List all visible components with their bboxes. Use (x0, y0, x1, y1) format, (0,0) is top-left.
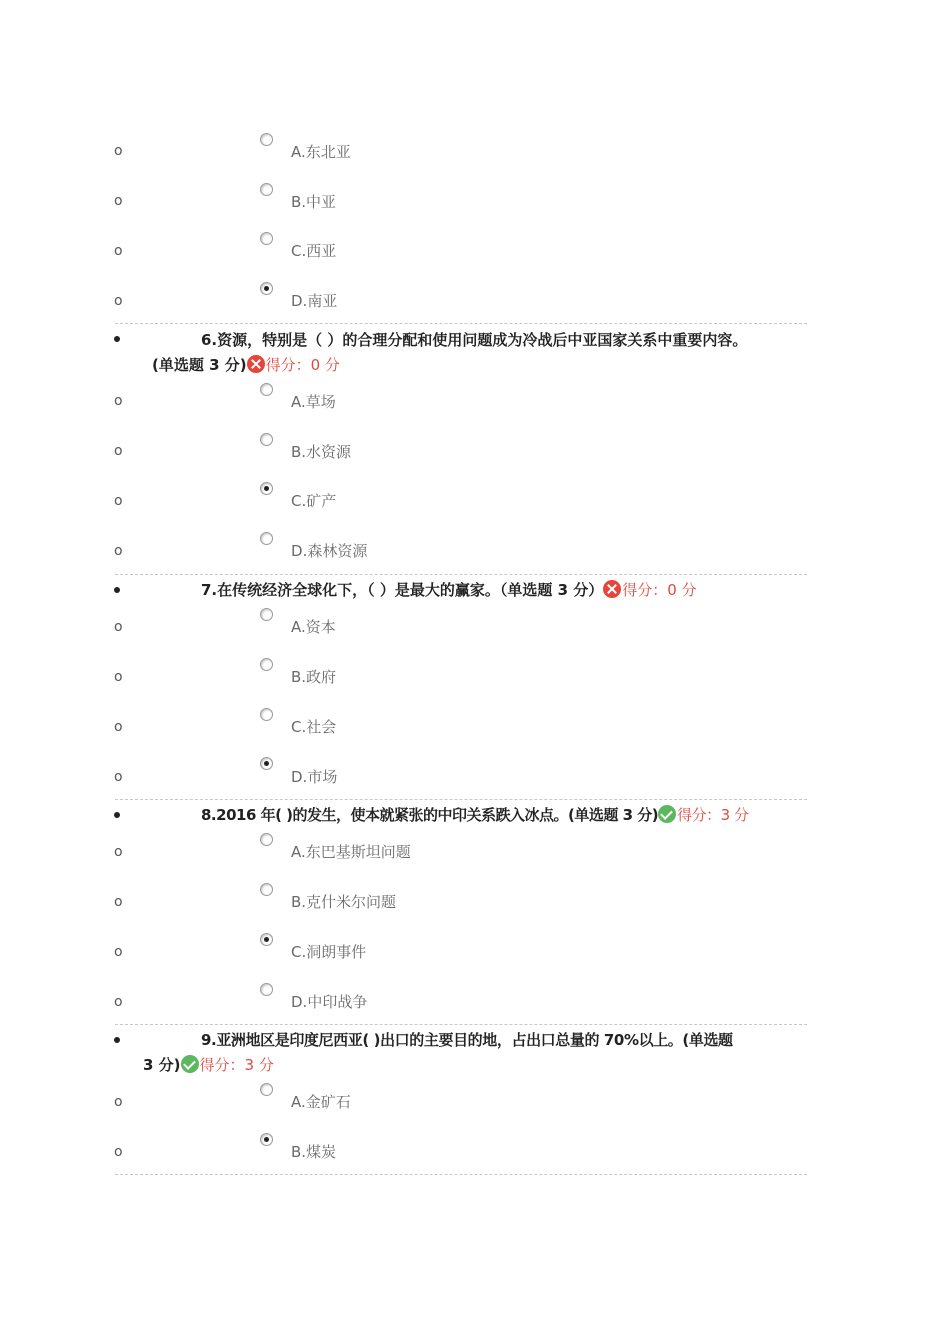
option-bullet: o (114, 543, 123, 559)
wrong-icon (247, 355, 265, 373)
question-score-line (152, 354, 340, 375)
radio-q5-d[interactable] (260, 282, 273, 295)
option-label: C.矿产 (291, 492, 337, 510)
option-label: A.草场 (291, 393, 336, 411)
radio-q5-c[interactable] (260, 232, 273, 245)
question-bullet (114, 587, 120, 593)
question-text: 8.2016 年( )的发生，使本就紧张的中印关系跌入冰点。(单选题 3 分) (201, 806, 659, 824)
question-type: 3 分) (143, 1056, 181, 1074)
radio-q5-b[interactable] (260, 183, 273, 196)
option-label: D.森林资源 (291, 542, 368, 560)
option-label: D.市场 (291, 768, 338, 786)
radio-q7-c[interactable] (260, 708, 273, 721)
option-bullet: o (114, 1144, 123, 1160)
score-text: 得分：3 分 (677, 806, 749, 824)
option-bullet: o (114, 944, 123, 960)
option-bullet: o (114, 293, 123, 309)
radio-q7-b[interactable] (260, 658, 273, 671)
option-bullet: o (114, 894, 123, 910)
question-divider (115, 1024, 807, 1025)
score-text: 得分：3 分 (199, 1056, 274, 1074)
option-label: B.水资源 (291, 443, 352, 461)
radio-q7-a[interactable] (260, 608, 273, 621)
option-bullet: o (114, 1094, 123, 1110)
radio-q6-d[interactable] (260, 532, 273, 545)
score-text: 得分：0 分 (265, 356, 340, 374)
radio-q5-a[interactable] (260, 133, 273, 146)
question-score-line (201, 579, 697, 600)
option-bullet: o (114, 143, 123, 159)
option-bullet: o (114, 669, 123, 685)
wrong-icon (603, 580, 621, 598)
option-label: B.克什米尔问题 (291, 893, 397, 911)
radio-q6-a[interactable] (260, 383, 273, 396)
option-bullet: o (114, 844, 123, 860)
question-score-line (143, 1054, 274, 1075)
option-label: A.资本 (291, 618, 336, 636)
radio-q8-c[interactable] (260, 933, 273, 946)
question-text: 6.资源，特别是（ ）的合理分配和使用问题成为冷战后中亚国家关系中重要内容。 (201, 331, 748, 349)
radio-q8-b[interactable] (260, 883, 273, 896)
question-bullet (114, 336, 120, 342)
radio-q8-a[interactable] (260, 833, 273, 846)
correct-icon (181, 1055, 199, 1073)
option-bullet: o (114, 393, 123, 409)
option-bullet: o (114, 619, 123, 635)
question-divider (115, 574, 807, 575)
option-bullet: o (114, 994, 123, 1010)
question-score-line (201, 804, 748, 825)
score-text: 得分：0 分 (622, 581, 697, 599)
radio-q9-a[interactable] (260, 1083, 273, 1096)
option-bullet: o (114, 769, 123, 785)
option-label: C.社会 (291, 718, 337, 736)
option-bullet: o (114, 493, 123, 509)
correct-icon (658, 805, 676, 823)
question-text: 9.亚洲地区是印度尼西亚( )出口的主要目的地，占出口总量的 70%以上。(单选题 (201, 1031, 733, 1049)
option-label: D.中印战争 (291, 993, 368, 1011)
radio-q7-d[interactable] (260, 757, 273, 770)
option-bullet: o (114, 443, 123, 459)
option-label: A.东北亚 (291, 143, 351, 161)
option-label: B.煤炭 (291, 1143, 337, 1161)
option-label: C.洞朗事件 (291, 943, 367, 961)
question-text: 7.在传统经济全球化下，（ ）是最大的赢家。（单选题 3 分） (201, 581, 604, 599)
option-bullet: o (114, 193, 123, 209)
question-type: (单选题 3 分) (152, 356, 247, 374)
question-bullet (114, 812, 120, 818)
option-label: D.南亚 (291, 292, 338, 310)
option-label: B.中亚 (291, 193, 337, 211)
question-divider (115, 1174, 807, 1175)
radio-q6-b[interactable] (260, 433, 273, 446)
option-bullet: o (114, 719, 123, 735)
option-label: A.金矿石 (291, 1093, 351, 1111)
radio-q6-c[interactable] (260, 482, 273, 495)
option-label: B.政府 (291, 668, 337, 686)
question-divider (115, 323, 807, 324)
radio-q8-d[interactable] (260, 983, 273, 996)
option-bullet: o (114, 243, 123, 259)
option-label: A.东巴基斯坦问题 (291, 843, 411, 861)
option-label: C.西亚 (291, 242, 337, 260)
question-bullet (114, 1037, 120, 1043)
radio-q9-b[interactable] (260, 1133, 273, 1146)
question-divider (115, 799, 807, 800)
